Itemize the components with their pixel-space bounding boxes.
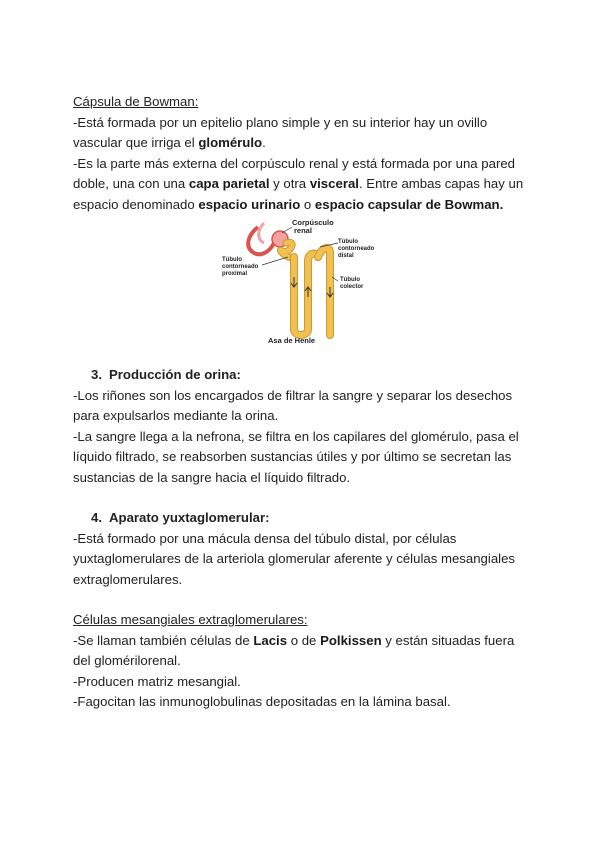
- yuxta-line-2: yuxtaglomerulares de la arteriola glomerular aferente y células mesangiales: [73, 551, 516, 566]
- orina-line-5: sustancias de la sangre hacia el líquido filtrado.: [73, 469, 351, 485]
- label-distal-2: contorneado: [338, 246, 375, 252]
- label-distal-1: Túbulo: [338, 239, 358, 245]
- term-polkissen: Polkissen: [320, 632, 382, 648]
- term-espacio-urinario: espacio urinario: [198, 196, 301, 212]
- bowman-line-3: -Es la parte más externa del corpúsculo renal y está formada por una pared: [73, 155, 516, 171]
- label-proximal-2: contorneado: [222, 264, 259, 270]
- label-colector-2: colector: [340, 284, 364, 290]
- label-asa: Asa de Henle: [268, 336, 316, 345]
- term-lacis: Lacis: [253, 632, 288, 648]
- mesangiales-line-3: -Producen matriz mesangial.: [73, 673, 241, 689]
- orina-line-3: -La sangre llega a la nefrona, se filtra en los capilares del glomérulo, pasa el: [73, 428, 519, 444]
- mesangiales-line-4: -Fagocitan las inmunoglobulinas depositadas en la lámina basal.: [73, 694, 451, 709]
- label-renal: renal: [294, 226, 312, 235]
- bowman-line-2: vascular que irriga el glomérulo.: [73, 135, 266, 150]
- mesangiales-title: Células mesangiales extraglomerulares:: [73, 612, 308, 627]
- label-proximal-1: Túbulo: [222, 257, 242, 263]
- orina-line-1: -Los riñones son los encargados de filtrar la sangre y separar los desechos: [73, 387, 513, 403]
- bowman-line-5: espacio denominado espacio urinario o espacio capsular de Bowman.: [73, 196, 504, 212]
- nephron-figure: [73, 217, 533, 347]
- yuxta-heading: [73, 508, 533, 529]
- orina-line-2: para expulsarlos mediante la orina.: [73, 408, 279, 423]
- orina-number: 3.: [91, 367, 102, 382]
- label-distal-3: distal: [338, 253, 354, 259]
- yuxta-number: 4.: [91, 510, 102, 525]
- mesangiales-line-2: del glomérilorenal.: [73, 653, 181, 668]
- leader-proximal: [262, 257, 288, 265]
- yuxta-line-3: extraglomerulares.: [73, 571, 183, 587]
- orina-heading: [73, 365, 533, 386]
- yuxta-title: Aparato yuxtaglomerular:: [109, 510, 270, 525]
- orina-title: Producción de orina:: [109, 367, 241, 382]
- term-visceral: visceral: [309, 176, 359, 191]
- bowman-line-1: -Está formada por un epitelio plano simple y en su interior hay un ovillo: [73, 114, 488, 130]
- bowman-line-4: doble, una con una capa parietal y otra visceral. Entre ambas capas hay un: [73, 176, 524, 191]
- mesangiales-line-1: -Se llaman también células de Lacis o de Polkissen y están situadas fuera: [73, 632, 515, 648]
- leader-corpusculo: [282, 227, 292, 233]
- term-glomerulo: glomérulo: [198, 135, 263, 150]
- orina-line-4: líquido filtrado, se reabsorben sustancias útiles y por último se secretan las: [73, 449, 512, 464]
- yuxta-line-1: -Está formado por una mácula densa del túbulo distal, por células: [73, 530, 457, 546]
- nephron-illustration: [218, 217, 398, 345]
- label-proximal-3: proximal: [222, 271, 248, 277]
- term-espacio-capsular: espacio capsular de Bowman.: [314, 196, 504, 212]
- document-page: [73, 92, 533, 713]
- bowman-title: Cápsula de Bowman:: [73, 94, 199, 109]
- collecting-duct: [318, 248, 330, 335]
- efferent-vessel: [259, 223, 264, 243]
- term-capa-parietal: capa parietal: [188, 176, 270, 191]
- label-colector-1: Túbulo: [340, 277, 360, 283]
- label-corpusculo: Corpúsculo: [292, 218, 334, 227]
